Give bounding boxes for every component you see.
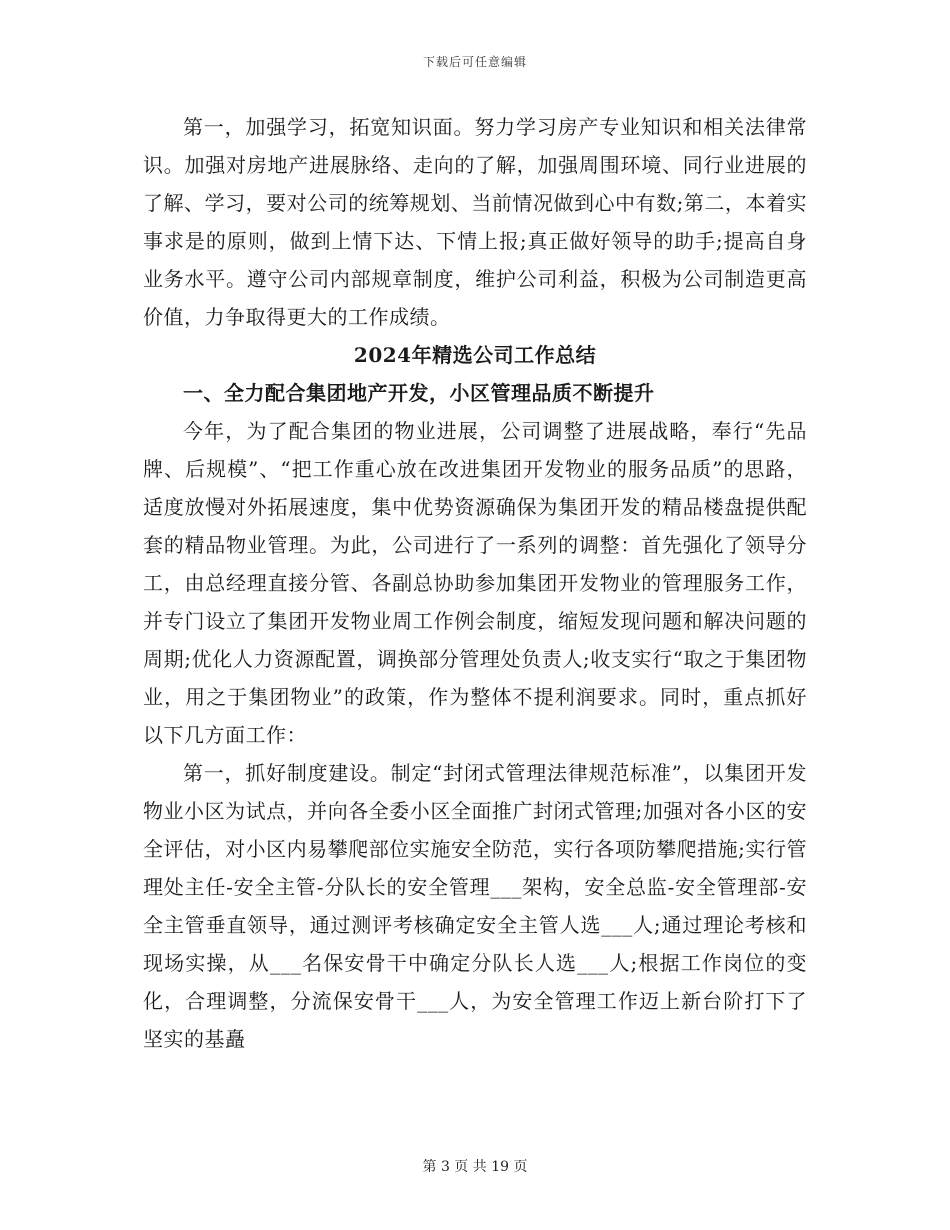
paragraph-3: 第一，抓好制度建设。制定“封闭式管理法律规范标准”，以集团开发物业小区为试点，并向各全委小区全面推广封闭式管理;加强对各小区的安全评估，对小区内易攀爬部位实施安全防范，实行各项防攀爬措施;实行管理处主任-安全主管-分队长的安全管理___架构，安全总监-安全管理部-安全主管垂直领导，通过测评考核确定安全主管人选___人;通过理论考核和现场实操，从___名保安骨干中确定分队长人选___人;根据工作岗位的变化，合理调整，分流保安骨干___人，为安全管理工作迈上新台阶打下了坚实的基矗 xyxy=(143,761,807,1051)
section-subtitle: 一、全力配合集团地产开发，小区管理品质不断提升 xyxy=(183,381,655,405)
section-title: 2024年精选公司工作总结 xyxy=(353,343,597,367)
paragraph-1: 第一，加强学习，拓宽知识面。努力学习房产专业知识和相关法律常识。加强对房地产进展脉络、走向的了解，加强周围环境、同行业进展的了解、学习，要对公司的统筹规划、当前情况做到心中有数;第二，本着实事求是的原则，做到上情下达、下情上报;真正做好领导的助手;提高自身业务水平。遵守公司内部规章制度，维护公司利益，积极为公司制造更高价值，力争取得更大的工作成绩。 xyxy=(143,115,807,329)
page-number: 第 3 页 共 19 页 xyxy=(422,1159,528,1175)
document-body xyxy=(143,108,807,1058)
paragraph-2: 今年，为了配合集团的物业进展，公司调整了进展战略，奉行“先品牌、后规模”、“把工作重心放在改进集团开发物业的服务品质”的思路，适度放慢对外拓展速度，集中优势资源确保为集团开发的精品楼盘提供配套的精品物业管理。为此，公司进行了一系列的调整：首先强化了领导分工，由总经理直接分管、各副总协助参加集团开发物业的管理服务工作，并专门设立了集团开发物业周工作例会制度，缩短发现问题和解决问题的周期;优化人力资源配置，调换部分管理处负责人;收支实行“取之于集团物业，用之于集团物业”的政策，作为整体不提利润要求。同时，重点抓好以下几方面工作： xyxy=(143,419,807,747)
header-note: 下载后可任意编辑 xyxy=(422,55,527,69)
